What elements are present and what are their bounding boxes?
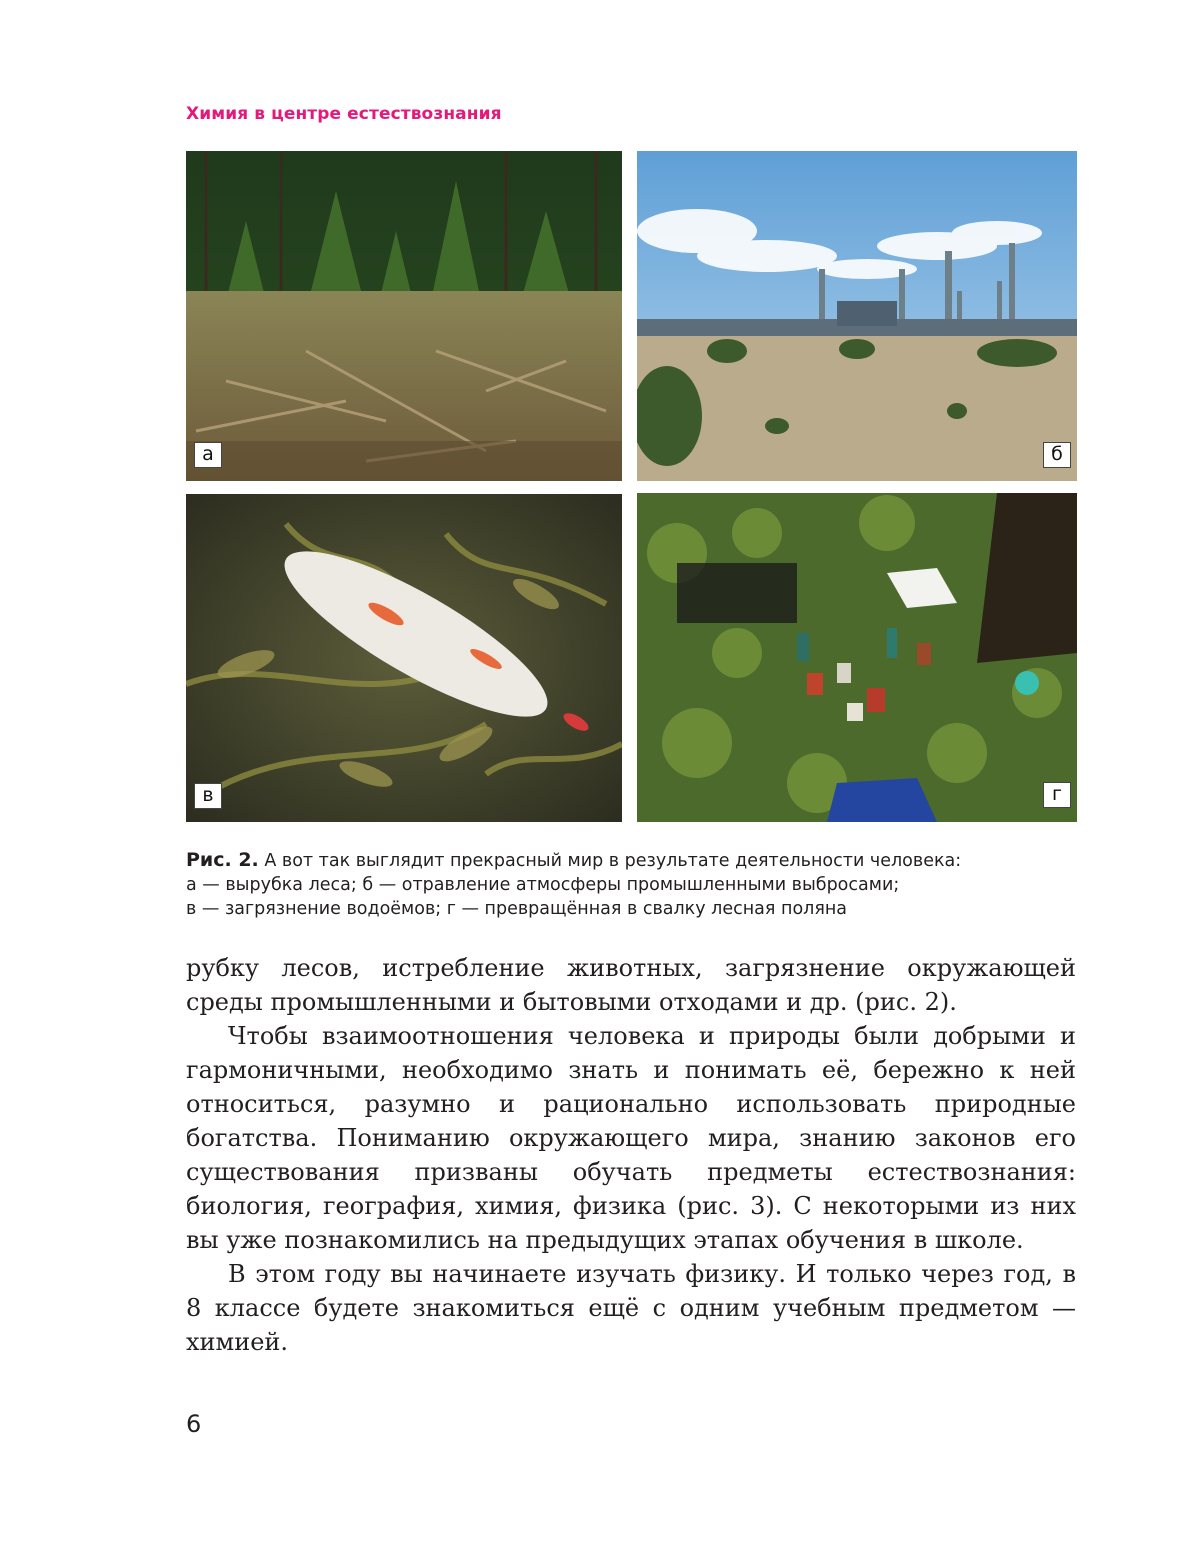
factory-smoke-photo	[637, 151, 1077, 481]
panel-label-g: г	[1043, 782, 1071, 808]
caption-line-1: Рис. 2. А вот так выглядит прекрасный мир в результате деятельности человека:	[186, 849, 962, 871]
photo-factory-smoke	[637, 151, 1077, 481]
caption-line-3: в — загрязнение водоёмов; г — превращённая в свалку лесная поляна	[186, 899, 848, 919]
photo-deforestation	[186, 151, 622, 481]
paragraph-2: Чтобы взаимоотношения человека и природы были добрыми и гармоничными, необходимо знать и понимать её, бережно к ней относиться, разумно и рационально использовать природные богатства. Пониманию окружающего мира, знанию законов его существования призваны обучать предметы естествознания: биология, география, химия, физика (рис. 3). С некоторыми из них вы уже познакомились на предыдущих этапах обучения в школе.	[186, 1022, 1076, 1254]
deforestation-photo	[186, 151, 622, 481]
figure-caption	[186, 848, 1086, 921]
forest-garbage-photo	[637, 493, 1077, 822]
photo-forest-garbage	[637, 493, 1077, 822]
page-number: 6	[186, 1410, 202, 1438]
paragraph-3: В этом году вы начинаете изучать физику. И только через год, в 8 классе будете знакомиться ещё с одним учебным предметом — химией.	[186, 1260, 1076, 1356]
panel-label-b: б	[1043, 442, 1071, 468]
panel-label-v: в	[194, 783, 222, 809]
paragraph-1: рубку лесов, истребление животных, загрязнение окружающей среды промышленными и бытовыми отходами и др. (рис. 2).	[186, 954, 1076, 1016]
running-head-title: Химия в центре естествознания	[186, 104, 502, 124]
dead-fish-pond-photo	[186, 494, 622, 822]
panel-label-a: а	[194, 442, 222, 468]
body-text	[186, 951, 1076, 1359]
caption-line-2: а — вырубка леса; б — отравление атмосферы промышленными выбросами;	[186, 875, 900, 895]
figure-label: Рис. 2.	[186, 849, 259, 871]
photo-dead-fish	[186, 494, 622, 822]
